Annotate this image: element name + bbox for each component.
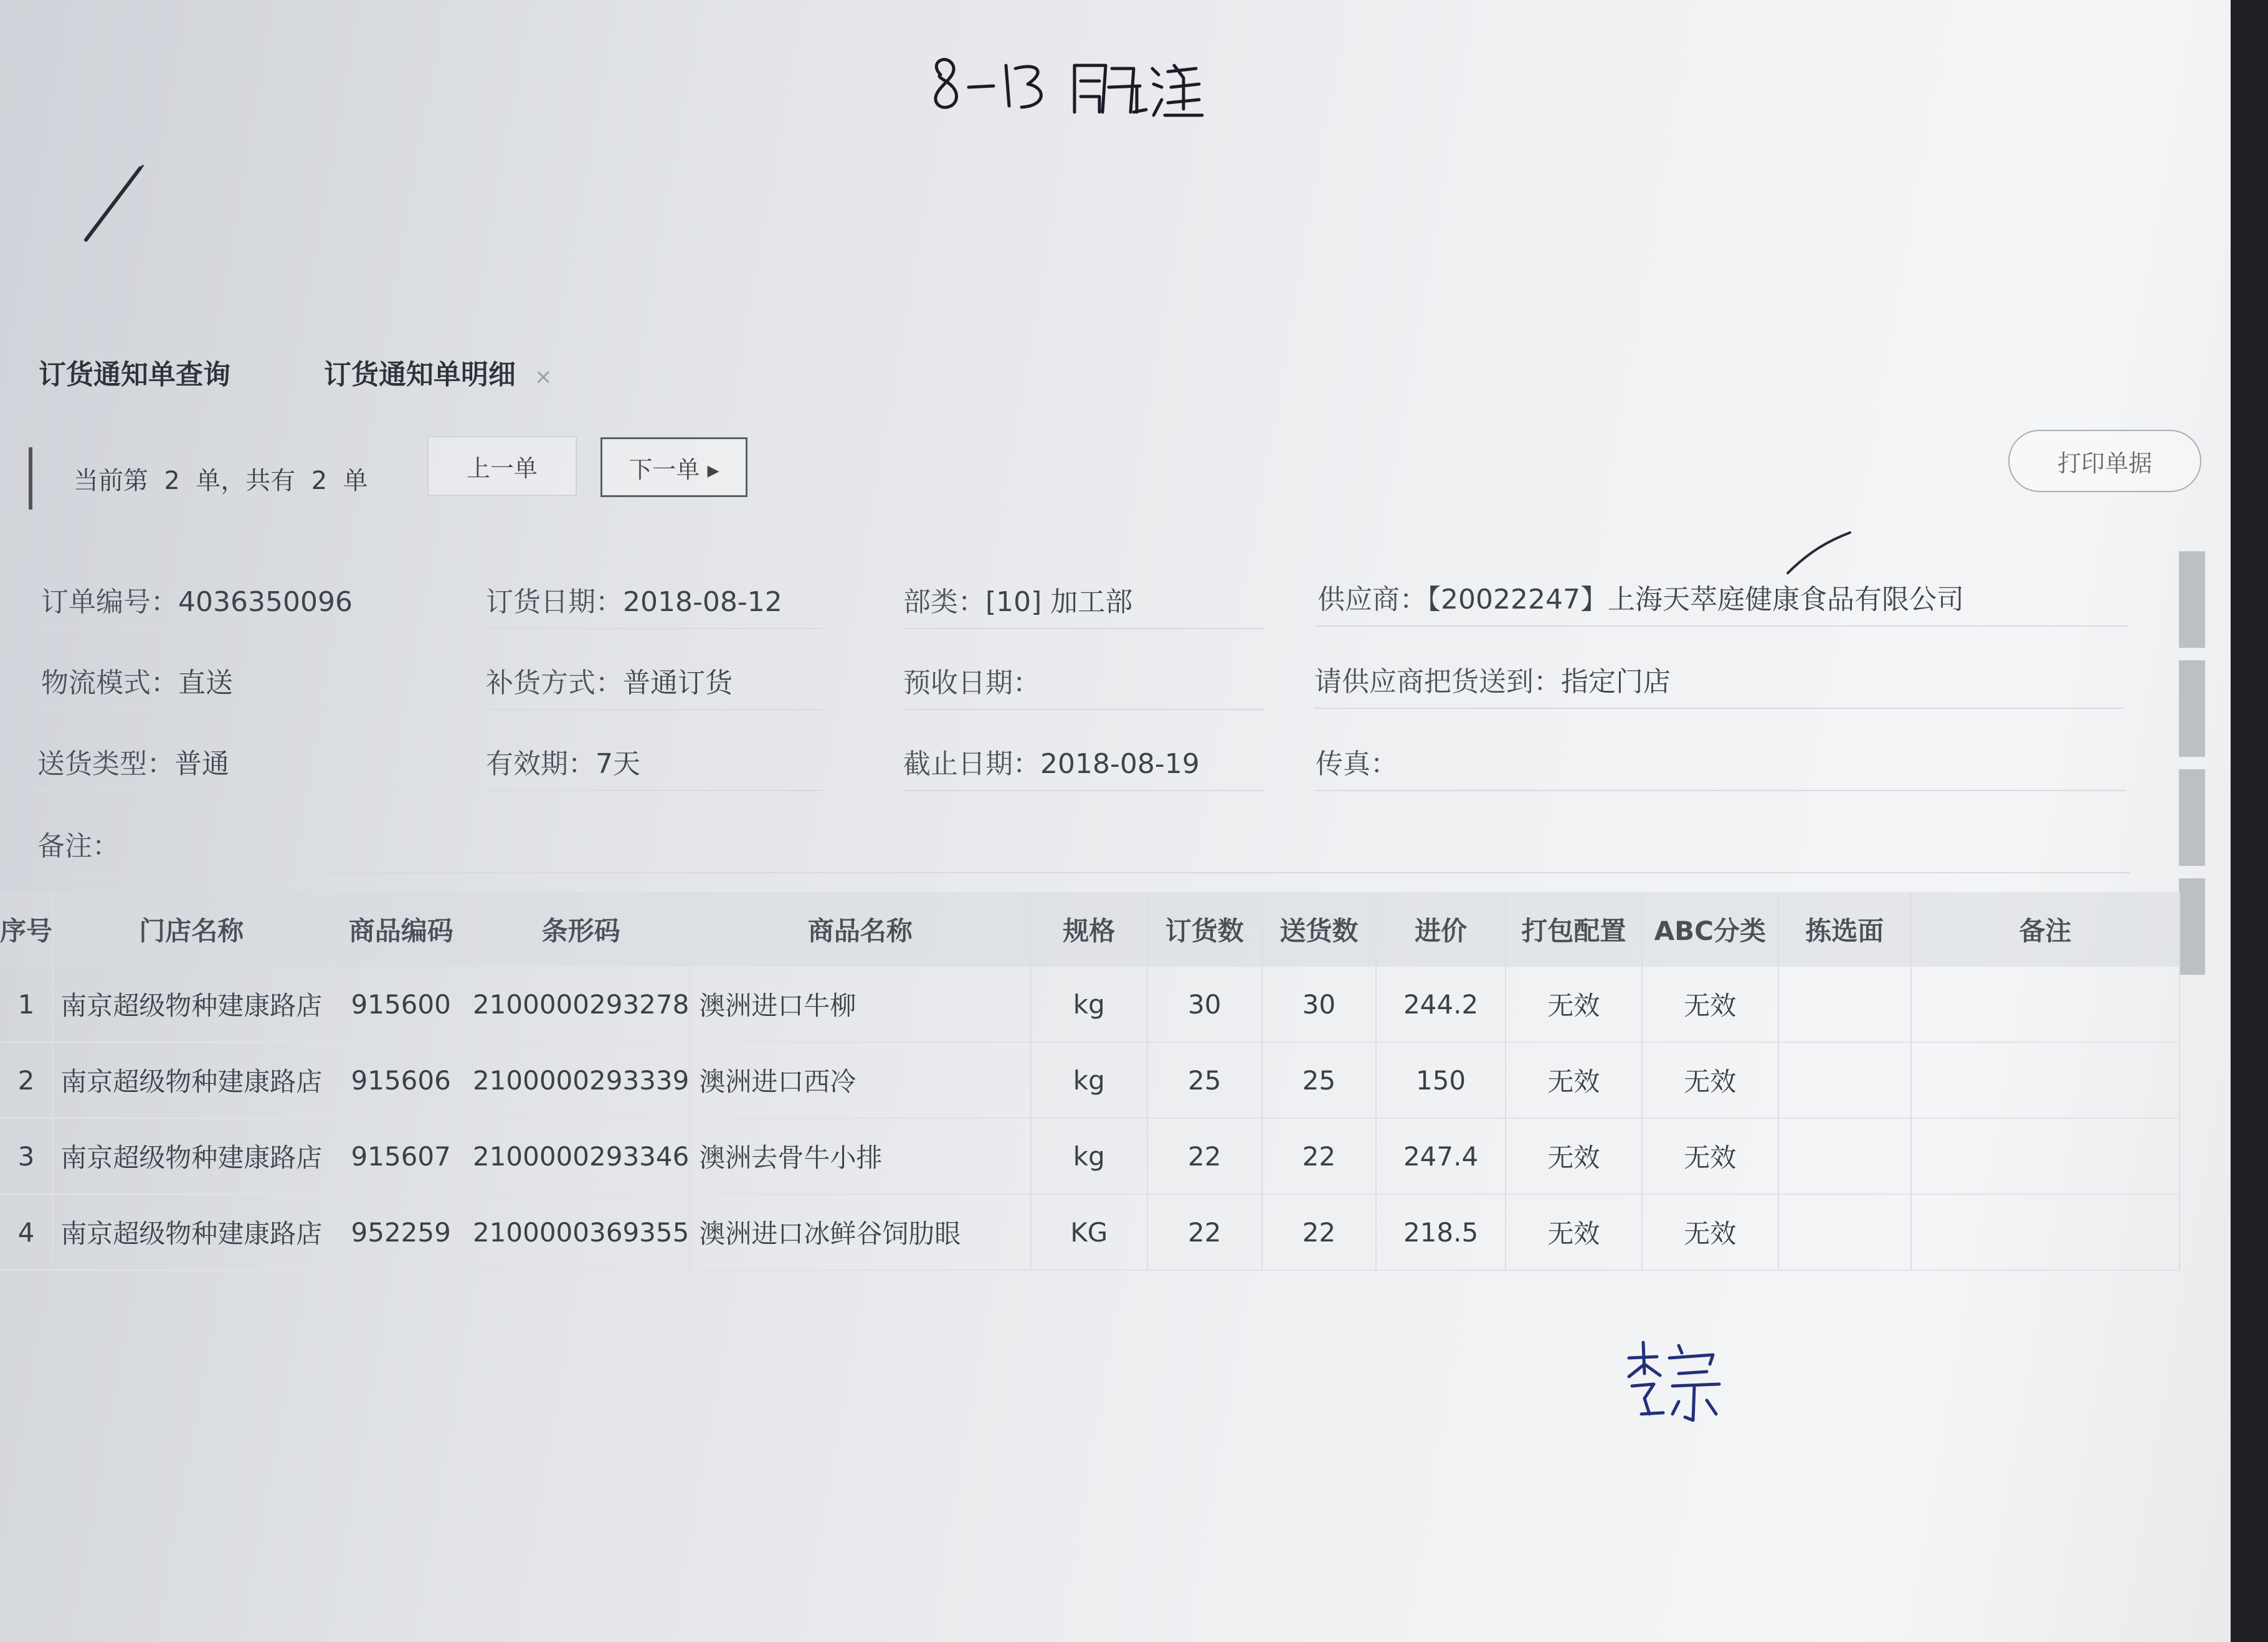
cell-index: 1 — [0, 967, 53, 1042]
cell-store: 南京超级物种建康路店 — [53, 1118, 330, 1194]
cell-price: 244.2 — [1376, 967, 1506, 1042]
expected-date-field — [903, 660, 1040, 700]
cell-product-code: 915600 — [330, 967, 472, 1042]
cell-product-name: 澳洲去骨牛小排 — [690, 1118, 1030, 1194]
table-row[interactable] — [0, 967, 2180, 1042]
remark-field — [37, 823, 120, 863]
print-button[interactable]: 打印单据 — [2008, 430, 2201, 492]
field-label: 有效期： — [486, 748, 595, 780]
column-header[interactable]: 商品编码 — [330, 892, 472, 967]
table-row[interactable] — [0, 1118, 2180, 1194]
cell-abc: 无效 — [1642, 1118, 1778, 1194]
cell-remark — [1911, 1042, 2180, 1118]
field-label: 订单编号： — [41, 586, 178, 618]
cell-delivery-qty: 25 — [1262, 1042, 1377, 1118]
cell-pick-face — [1778, 1042, 1911, 1118]
scrollbar-segment[interactable] — [2179, 769, 2205, 866]
cell-delivery-qty: 22 — [1262, 1118, 1377, 1194]
pen-mark — [75, 162, 149, 249]
field-label: 物流模式： — [41, 667, 178, 699]
field-value: [10] 加工部 — [985, 586, 1133, 618]
column-header[interactable]: 进价 — [1376, 892, 1506, 967]
cell-order-qty: 22 — [1147, 1194, 1262, 1270]
scrollbar-thumb[interactable] — [2179, 878, 2205, 975]
cell-price: 218.5 — [1376, 1194, 1506, 1270]
cell-packing: 无效 — [1506, 967, 1642, 1042]
replenish-mode-field — [486, 660, 733, 700]
cell-packing: 无效 — [1506, 1118, 1642, 1194]
column-header[interactable]: ABC分类 — [1642, 892, 1778, 967]
tab-label: 订货通知单明细 — [324, 359, 516, 391]
cell-spec: kg — [1031, 1118, 1147, 1194]
cell-barcode: 2100000293278 — [472, 967, 690, 1042]
cell-barcode: 2100000293339 — [472, 1042, 690, 1118]
cell-remark — [1911, 1118, 2180, 1194]
previous-order-button[interactable]: 上一单 — [427, 436, 577, 496]
cell-product-code: 952259 — [330, 1194, 472, 1270]
tab-order-query[interactable] — [39, 352, 230, 392]
cell-barcode: 2100000369355 — [472, 1194, 690, 1270]
field-label: 请供应商把货送到： — [1314, 666, 1561, 698]
order-number-field — [41, 579, 353, 619]
background-edge — [2231, 0, 2268, 1642]
cell-product-code: 915606 — [330, 1042, 472, 1118]
pen-tick — [1782, 529, 1856, 579]
field-label: 部类： — [903, 586, 985, 618]
section-marker — [29, 447, 32, 510]
field-value: 普通 — [174, 748, 229, 780]
field-value: 普通订货 — [623, 667, 733, 699]
cell-pick-face — [1778, 1194, 1911, 1270]
cell-delivery-qty: 22 — [1262, 1194, 1377, 1270]
cell-packing: 无效 — [1506, 1042, 1642, 1118]
cell-order-qty: 25 — [1147, 1042, 1262, 1118]
cell-product-code: 915607 — [330, 1118, 472, 1194]
cell-pick-face — [1778, 967, 1911, 1042]
cell-store: 南京超级物种建康路店 — [53, 967, 330, 1042]
column-header[interactable]: 条形码 — [472, 892, 690, 967]
cell-price: 150 — [1376, 1042, 1506, 1118]
next-order-button[interactable]: 下一单 ▸ — [600, 437, 747, 497]
cell-spec: KG — [1031, 1194, 1147, 1270]
logistics-mode-field — [41, 660, 233, 700]
column-header[interactable]: 送货数 — [1262, 892, 1377, 967]
cell-product-name: 澳洲进口牛柳 — [690, 967, 1030, 1042]
column-header[interactable]: 序号 — [0, 892, 53, 967]
validity-field — [486, 741, 640, 781]
cell-remark — [1911, 1194, 2180, 1270]
field-label: 传真： — [1316, 748, 1398, 780]
cell-index: 2 — [0, 1042, 53, 1118]
column-header[interactable]: 商品名称 — [690, 892, 1030, 967]
field-label: 备注： — [37, 830, 120, 862]
cell-pick-face — [1778, 1118, 1911, 1194]
delivery-type-field — [37, 741, 229, 781]
field-value: 指定门店 — [1561, 666, 1671, 698]
cell-spec: kg — [1031, 1042, 1147, 1118]
field-value: 2018-08-19 — [1040, 748, 1200, 780]
department-field — [903, 579, 1132, 619]
column-header[interactable]: 打包配置 — [1506, 892, 1642, 967]
handwritten-signature — [1620, 1327, 1744, 1439]
cell-abc: 无效 — [1642, 1194, 1778, 1270]
column-header[interactable]: 订货数 — [1147, 892, 1262, 967]
column-header[interactable]: 规格 — [1031, 892, 1147, 967]
cell-abc: 无效 — [1642, 1042, 1778, 1118]
cell-packing: 无效 — [1506, 1194, 1642, 1270]
tab-label: 订货通知单查询 — [39, 359, 230, 391]
field-label: 补货方式： — [486, 667, 623, 699]
field-value: 【20022247】上海天萃庭健康食品有限公司 — [1427, 584, 1964, 615]
cell-remark — [1911, 967, 2180, 1042]
column-header[interactable]: 门店名称 — [53, 892, 330, 967]
supplier-field — [1317, 577, 1964, 617]
cell-order-qty: 30 — [1147, 967, 1262, 1042]
cell-spec: kg — [1031, 967, 1147, 1042]
cell-store: 南京超级物种建康路店 — [53, 1194, 330, 1270]
tab-bar — [39, 352, 553, 392]
page-status: 当前第 2 单，共有 2 单 — [74, 467, 368, 495]
table-row[interactable] — [0, 1042, 2180, 1118]
order-detail-table — [0, 892, 2180, 1271]
field-label: 预收日期： — [903, 667, 1040, 699]
field-value: 4036350096 — [178, 586, 353, 618]
order-navigation — [29, 436, 2196, 511]
scrollbar-segment[interactable] — [2179, 660, 2205, 757]
cell-order-qty: 22 — [1147, 1118, 1262, 1194]
column-header[interactable]: 备注 — [1911, 892, 2180, 967]
cell-index: 3 — [0, 1118, 53, 1194]
field-value: 7天 — [595, 748, 640, 780]
deliver-to-field — [1314, 659, 1671, 699]
cell-price: 247.4 — [1376, 1118, 1506, 1194]
column-header[interactable]: 拣选面 — [1778, 892, 1911, 967]
deadline-field — [903, 741, 1200, 781]
handwritten-note — [922, 50, 1208, 125]
cell-store: 南京超级物种建康路店 — [53, 1042, 330, 1118]
table-row[interactable] — [0, 1194, 2180, 1270]
order-date-field — [486, 579, 782, 619]
tab-order-detail[interactable] — [324, 352, 553, 392]
cell-abc: 无效 — [1642, 967, 1778, 1042]
table-header-row — [0, 892, 2180, 967]
field-label: 截止日期： — [903, 748, 1040, 780]
cell-product-name: 澳洲进口冰鲜谷饲肋眼 — [690, 1194, 1030, 1270]
cell-barcode: 2100000293346 — [472, 1118, 690, 1194]
field-label: 供应商： — [1317, 584, 1427, 615]
field-label: 订货日期： — [486, 586, 623, 618]
scrollbar-segment[interactable] — [2179, 551, 2205, 648]
field-value: 2018-08-12 — [623, 586, 782, 618]
close-icon[interactable]: × — [534, 364, 553, 389]
fax-field — [1316, 741, 1398, 781]
field-value: 直送 — [178, 667, 233, 699]
cell-product-name: 澳洲进口西冷 — [690, 1042, 1030, 1118]
field-label: 送货类型： — [37, 748, 174, 780]
cell-delivery-qty: 30 — [1262, 967, 1377, 1042]
cell-index: 4 — [0, 1194, 53, 1270]
